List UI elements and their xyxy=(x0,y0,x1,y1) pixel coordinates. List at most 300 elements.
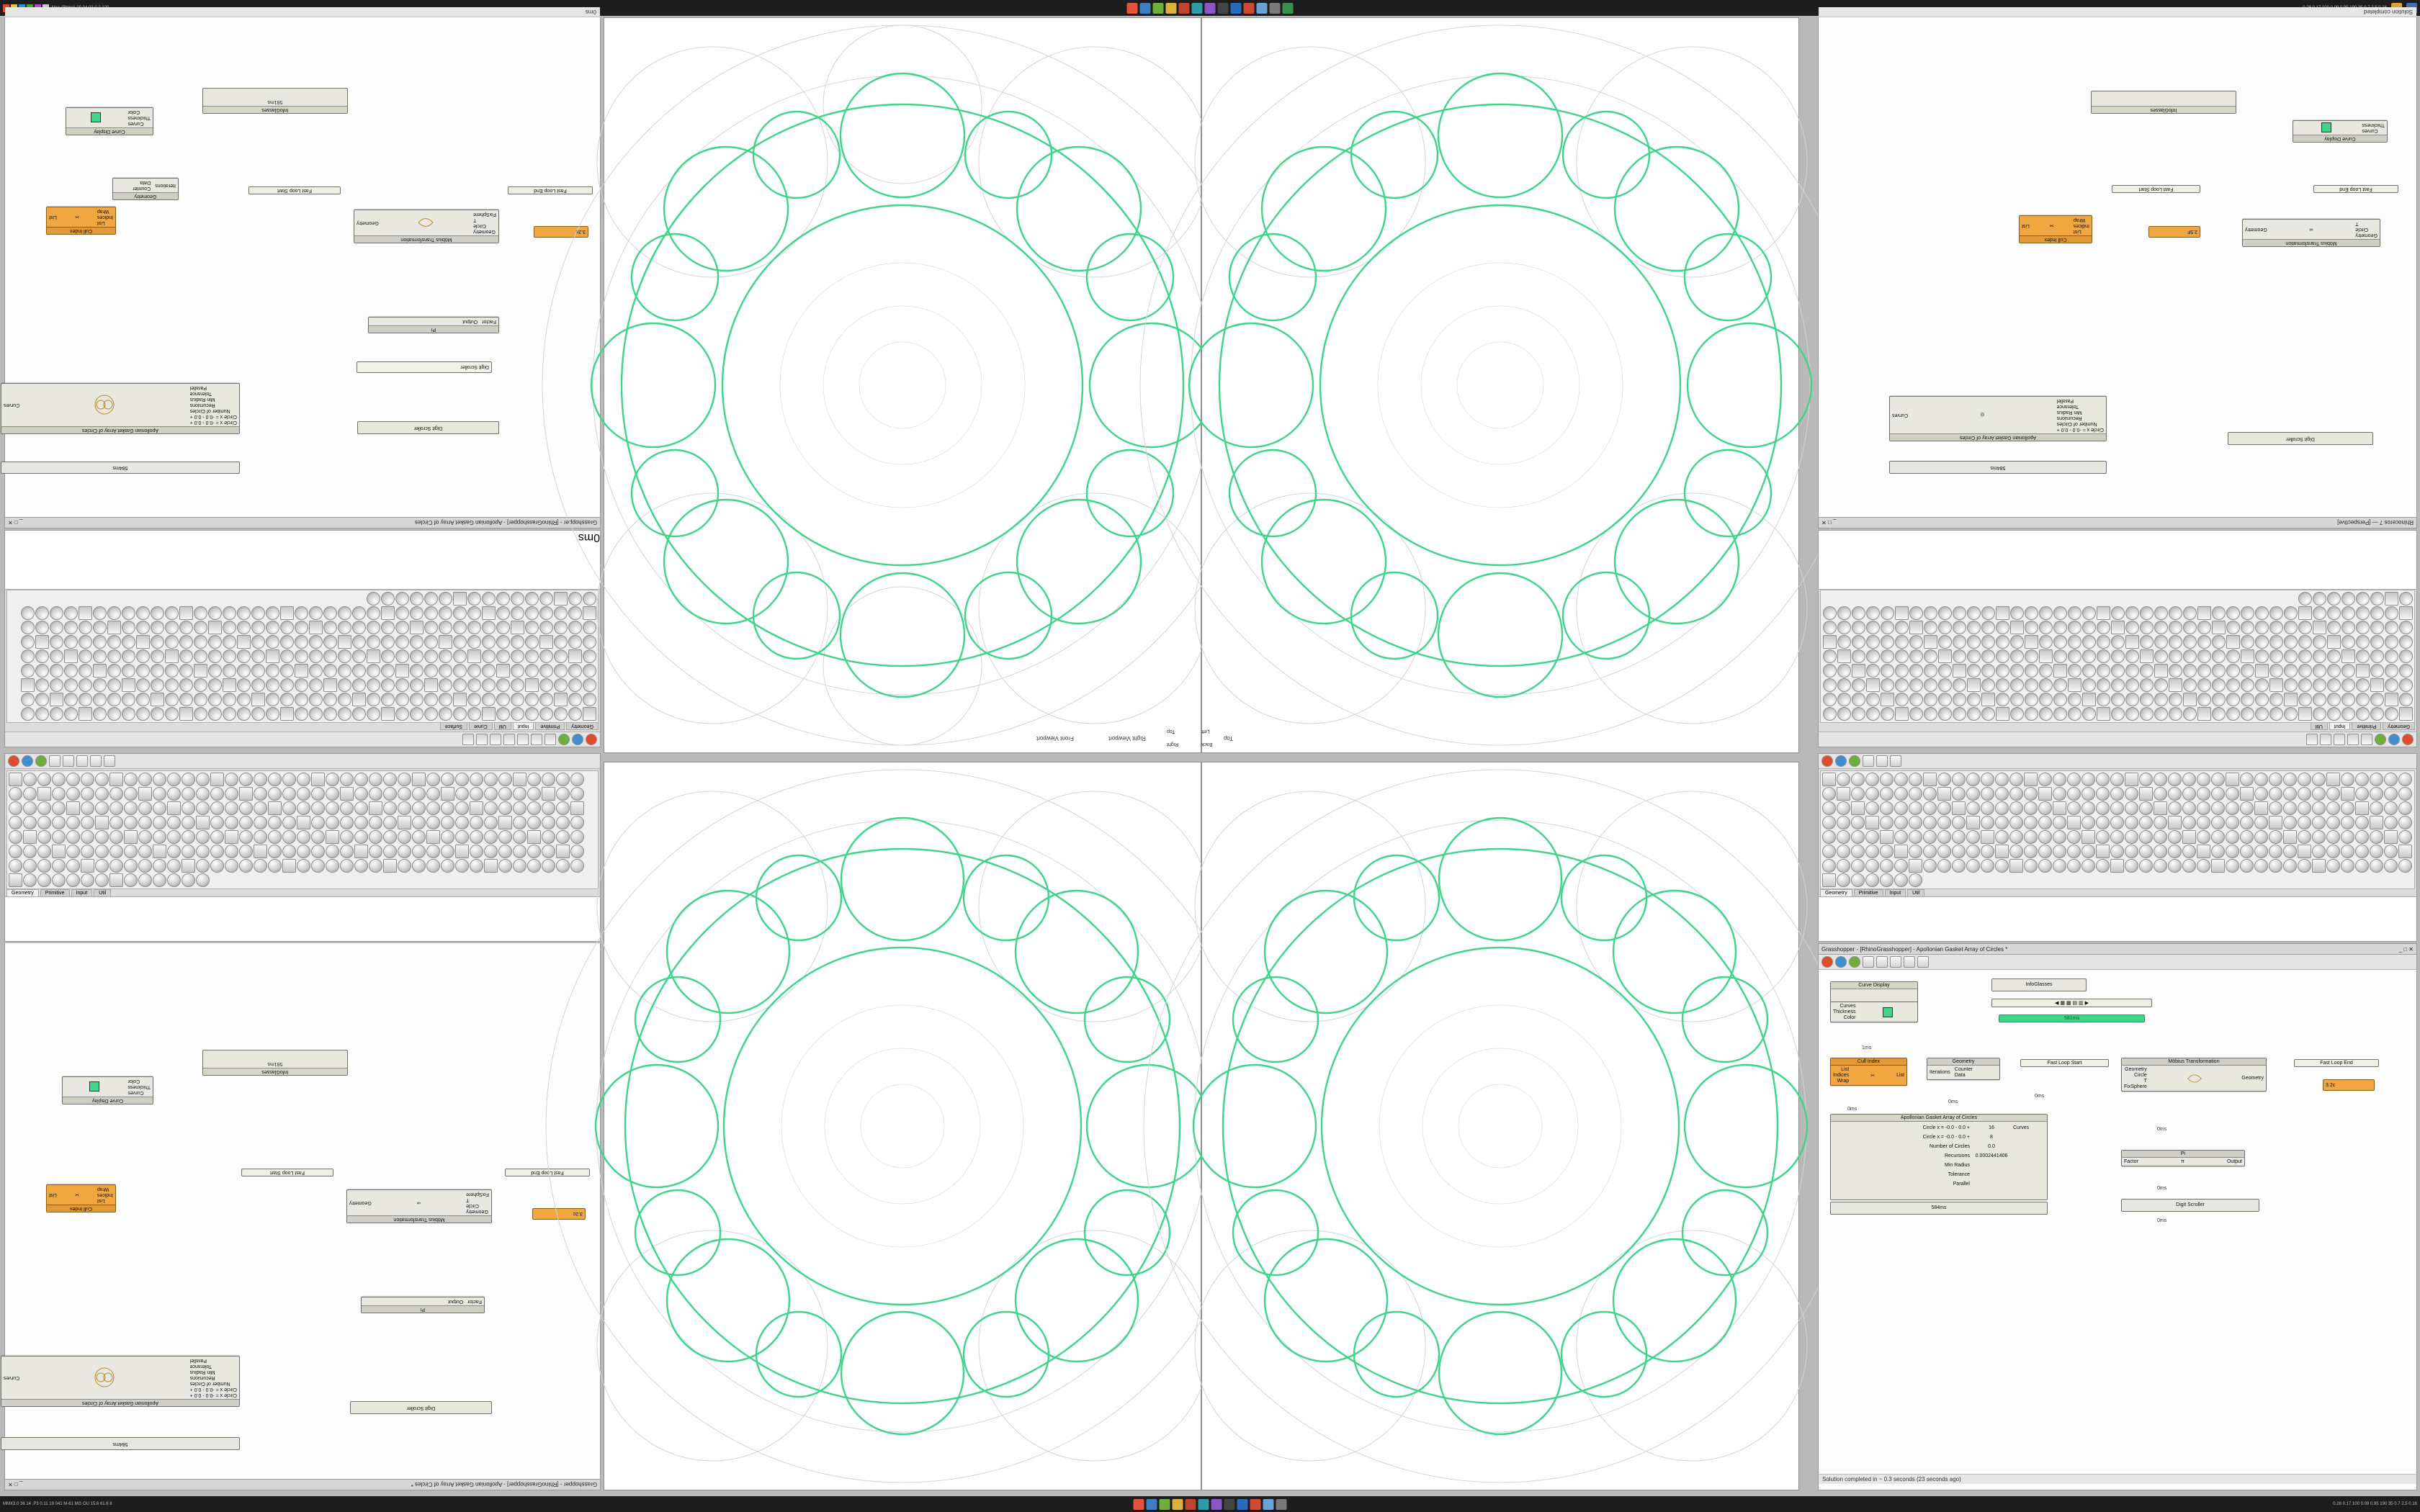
palette-component-icon[interactable] xyxy=(1866,707,1880,721)
palette-component-icon[interactable] xyxy=(194,621,207,634)
input-t[interactable]: T xyxy=(2355,221,2359,226)
palette-component-icon[interactable] xyxy=(208,664,222,678)
palette-component-icon[interactable] xyxy=(1937,830,1951,844)
palette-component-icon[interactable] xyxy=(282,859,296,873)
palette-component-icon[interactable] xyxy=(122,693,135,706)
palette-component-icon[interactable] xyxy=(367,707,380,721)
palette-component-icon[interactable] xyxy=(2068,707,2081,721)
pan-icon[interactable] xyxy=(503,734,515,745)
palette-component-icon[interactable] xyxy=(2010,707,2024,721)
palette-component-icon[interactable] xyxy=(81,816,94,829)
palette-component-icon[interactable] xyxy=(2341,859,2354,873)
palette-component-icon[interactable] xyxy=(1953,649,1966,663)
palette-component-icon[interactable] xyxy=(568,678,582,692)
palette-component-icon[interactable] xyxy=(340,830,354,844)
palette-component-icon[interactable] xyxy=(323,635,337,649)
palette-component-icon[interactable] xyxy=(2096,773,2110,786)
palette-right-lower-toolbar[interactable] xyxy=(1819,754,2416,769)
palette-component-icon[interactable] xyxy=(165,707,179,721)
palette-component-icon[interactable] xyxy=(138,859,152,873)
palette-component-icon[interactable] xyxy=(2385,621,2398,634)
palette-component-icon[interactable] xyxy=(81,787,94,801)
palette-component-icon[interactable] xyxy=(2240,845,2254,858)
input-thickness[interactable]: Thickness xyxy=(127,115,151,120)
input-recursions[interactable]: Recursions xyxy=(189,1375,215,1380)
palette-component-icon[interactable] xyxy=(2226,621,2240,634)
palette-component-icon[interactable] xyxy=(167,873,181,887)
color-swatch-green[interactable] xyxy=(89,1082,99,1092)
palette-component-icon[interactable] xyxy=(2081,801,2095,815)
palette-component-icon[interactable] xyxy=(2399,621,2413,634)
palette-component-icon[interactable] xyxy=(9,830,22,844)
palette-component-icon[interactable] xyxy=(2053,649,2067,663)
app-icon-rhino[interactable] xyxy=(1134,1499,1144,1510)
palette-component-icon[interactable] xyxy=(81,859,94,873)
palette-component-icon[interactable] xyxy=(354,859,368,873)
app-icon-settings[interactable] xyxy=(1276,1499,1287,1510)
palette-component-icon[interactable] xyxy=(182,845,195,858)
palette-component-icon[interactable] xyxy=(196,859,210,873)
palette-component-icon[interactable] xyxy=(2241,693,2254,706)
palette-component-icon[interactable] xyxy=(354,845,368,858)
palette-component-icon[interactable] xyxy=(484,859,498,873)
tab-geometry[interactable]: Geometry xyxy=(566,723,599,730)
palette-component-icon[interactable] xyxy=(1895,635,1909,649)
palette-component-icon[interactable] xyxy=(66,787,80,801)
palette-component-icon[interactable] xyxy=(266,635,279,649)
palette-component-icon[interactable] xyxy=(323,707,337,721)
palette-component-icon[interactable] xyxy=(295,678,308,692)
palette-component-icon[interactable] xyxy=(2125,707,2139,721)
palette-component-icon[interactable] xyxy=(1852,678,1865,692)
palette-component-icon[interactable] xyxy=(326,816,339,829)
palette-component-icon[interactable] xyxy=(424,693,438,706)
palette-component-icon[interactable] xyxy=(554,592,568,606)
palette-component-icon[interactable] xyxy=(2140,635,2154,649)
palette-component-icon[interactable] xyxy=(2111,621,2125,634)
output-curves[interactable]: Curves xyxy=(4,402,20,408)
palette-component-icon[interactable] xyxy=(2139,830,2153,844)
palette-component-icon[interactable] xyxy=(297,859,310,873)
palette-component-icon[interactable] xyxy=(1852,707,1865,721)
palette-component-icon[interactable] xyxy=(2068,621,2081,634)
palette-component-icon[interactable] xyxy=(2341,830,2354,844)
palette-component-icon[interactable] xyxy=(282,773,296,786)
comp-mobius-transformation[interactable] xyxy=(2121,1058,2267,1092)
palette-component-icon[interactable] xyxy=(2096,859,2110,873)
palette-component-icon[interactable] xyxy=(2110,859,2124,873)
palette-component-icon[interactable] xyxy=(2025,678,2038,692)
palette-component-icon[interactable] xyxy=(2110,845,2124,858)
palette-component-icon[interactable] xyxy=(2154,773,2167,786)
palette-component-icon[interactable] xyxy=(511,664,524,678)
palette-component-icon[interactable] xyxy=(354,773,368,786)
slider-2-5f[interactable]: 2.5F xyxy=(2148,226,2200,238)
palette-component-icon[interactable] xyxy=(81,873,94,887)
palette-component-icon[interactable] xyxy=(2384,801,2398,815)
palette-component-icon[interactable] xyxy=(410,664,424,678)
app-icon-rhino[interactable] xyxy=(1127,3,1138,14)
comp-geometry[interactable] xyxy=(1927,1058,2000,1080)
viewport-bottom-left[interactable] xyxy=(604,762,1201,1490)
palette-component-icon[interactable] xyxy=(1981,830,1994,844)
palette-component-icon[interactable] xyxy=(1909,606,1923,620)
input-geometry[interactable]: Geometry xyxy=(2125,1067,2147,1072)
palette-component-icon[interactable] xyxy=(470,816,483,829)
palette-component-icon[interactable] xyxy=(2269,845,2282,858)
palette-component-icon[interactable] xyxy=(2053,801,2066,815)
palette-component-icon[interactable] xyxy=(21,635,35,649)
palette-component-icon[interactable] xyxy=(2384,845,2398,858)
palette-component-icon[interactable] xyxy=(496,664,510,678)
palette-component-icon[interactable] xyxy=(323,693,337,706)
palette-component-icon[interactable] xyxy=(1996,635,2009,649)
palette-component-icon[interactable] xyxy=(268,830,282,844)
palette-component-icon[interactable] xyxy=(1981,707,1995,721)
palette-component-icon[interactable] xyxy=(2269,664,2283,678)
palette-component-icon[interactable] xyxy=(1837,845,1850,858)
input-circle[interactable]: Circle xyxy=(2134,1073,2147,1078)
new-icon[interactable] xyxy=(1821,755,1833,767)
pan-icon[interactable] xyxy=(90,755,102,767)
palette-component-icon[interactable] xyxy=(1894,873,1908,887)
palette-component-icon[interactable] xyxy=(2356,592,2370,606)
palette-component-icon[interactable] xyxy=(1880,845,1894,858)
palette-component-icon[interactable] xyxy=(196,801,210,815)
input-factor[interactable]: Factor xyxy=(2124,1159,2138,1164)
redo-icon[interactable] xyxy=(1876,956,1888,968)
palette-component-icon[interactable] xyxy=(2399,664,2413,678)
palette-component-icon[interactable] xyxy=(225,830,238,844)
palette-component-icon[interactable] xyxy=(383,787,397,801)
palette-component-icon[interactable] xyxy=(2154,707,2168,721)
palette-component-icon[interactable] xyxy=(395,592,409,606)
palette-component-icon[interactable] xyxy=(52,845,66,858)
bottom-system-bar[interactable] xyxy=(0,1496,2420,1512)
palette-component-icon[interactable] xyxy=(153,845,166,858)
palette-component-icon[interactable] xyxy=(2110,801,2124,815)
undo-icon[interactable] xyxy=(49,755,60,767)
save-icon[interactable] xyxy=(1849,755,1860,767)
slider-3-2c[interactable]: 3.2c xyxy=(534,226,588,238)
gh-tr-canvas[interactable] xyxy=(1819,17,2416,517)
palette-component-icon[interactable] xyxy=(2038,830,2052,844)
palette-component-icon[interactable] xyxy=(511,678,524,692)
palette-component-icon[interactable] xyxy=(1837,621,1851,634)
palette-component-icon[interactable] xyxy=(295,621,308,634)
palette-component-icon[interactable] xyxy=(484,816,498,829)
palette-component-icon[interactable] xyxy=(2125,649,2139,663)
tab-input[interactable]: Input xyxy=(513,723,534,730)
palette-component-icon[interactable] xyxy=(1995,787,2009,801)
window-grasshopper-palette-right[interactable] xyxy=(1818,530,2417,747)
palette-component-icon[interactable] xyxy=(95,859,109,873)
palette-component-icon[interactable] xyxy=(412,773,426,786)
ribbon-icon-grid[interactable] xyxy=(6,770,599,889)
palette-component-icon[interactable] xyxy=(513,859,526,873)
comp-mobius-transformation[interactable] xyxy=(354,210,499,243)
palette-component-icon[interactable] xyxy=(511,693,524,706)
palette-component-icon[interactable] xyxy=(237,621,251,634)
palette-component-icon[interactable] xyxy=(2197,816,2210,829)
palette-component-icon[interactable] xyxy=(1880,773,1894,786)
palette-component-icon[interactable] xyxy=(79,606,92,620)
palette-component-icon[interactable] xyxy=(2269,606,2283,620)
palette-component-icon[interactable] xyxy=(1880,873,1894,887)
palette-component-icon[interactable] xyxy=(2298,801,2311,815)
palette-component-icon[interactable] xyxy=(412,816,426,829)
viewport-button-left[interactable]: Left xyxy=(1201,729,1210,734)
palette-left-lower-ribbon[interactable] xyxy=(5,769,600,897)
palette-component-icon[interactable] xyxy=(196,773,210,786)
palette-component-icon[interactable] xyxy=(1822,801,1836,815)
palette-component-icon[interactable] xyxy=(194,664,207,678)
palette-component-icon[interactable] xyxy=(2398,859,2412,873)
palette-component-icon[interactable] xyxy=(424,606,438,620)
palette-component-icon[interactable] xyxy=(2226,649,2240,663)
palette-component-icon[interactable] xyxy=(568,635,582,649)
palette-component-icon[interactable] xyxy=(309,649,323,663)
palette-component-icon[interactable] xyxy=(2168,830,2182,844)
palette-component-icon[interactable] xyxy=(1923,816,1937,829)
input-indices[interactable]: Indices xyxy=(2073,223,2089,228)
palette-component-icon[interactable] xyxy=(268,773,282,786)
viewport-button-top[interactable]: Top xyxy=(1167,729,1175,734)
comp-cull-index[interactable] xyxy=(46,207,116,235)
palette-component-icon[interactable] xyxy=(2182,787,2196,801)
palette-component-icon[interactable] xyxy=(254,801,267,815)
comp-infoglasses[interactable] xyxy=(2091,91,2236,114)
palette-component-icon[interactable] xyxy=(9,816,22,829)
palette-component-icon[interactable] xyxy=(223,664,236,678)
app-icon-editor[interactable] xyxy=(1179,3,1190,14)
redo-icon[interactable] xyxy=(1876,755,1888,767)
input-circle-b[interactable]: Circle x = -0.0 - 0.0 + xyxy=(1922,1135,1970,1140)
palette-component-icon[interactable] xyxy=(367,606,380,620)
palette-component-icon[interactable] xyxy=(410,621,424,634)
grid-icon[interactable] xyxy=(476,734,488,745)
palette-component-icon[interactable] xyxy=(35,635,49,649)
palette-component-icon[interactable] xyxy=(1909,649,1923,663)
palette-component-icon[interactable] xyxy=(1909,787,1922,801)
output-counter[interactable]: Counter xyxy=(133,186,151,191)
palette-component-icon[interactable] xyxy=(2269,801,2282,815)
palette-component-icon[interactable] xyxy=(93,664,107,678)
output-list[interactable]: List xyxy=(1896,1073,1904,1078)
palette-component-icon[interactable] xyxy=(2241,678,2254,692)
palette-component-icon[interactable] xyxy=(2356,678,2370,692)
palette-component-icon[interactable] xyxy=(2327,707,2341,721)
palette-component-icon[interactable] xyxy=(426,859,440,873)
palette-component-icon[interactable] xyxy=(2399,678,2413,692)
palette-component-icon[interactable] xyxy=(2384,816,2398,829)
comp-apollonian-gasket[interactable] xyxy=(1,1356,240,1407)
app-icon-calc[interactable] xyxy=(1211,1499,1222,1510)
palette-component-icon[interactable] xyxy=(511,606,524,620)
input-iterations[interactable]: Iterations xyxy=(1930,1070,1950,1075)
gh-tr-titlebar[interactable] xyxy=(1819,517,2416,528)
palette-component-icon[interactable] xyxy=(511,621,524,634)
save-icon[interactable] xyxy=(35,755,47,767)
palette-component-icon[interactable] xyxy=(1866,649,1880,663)
palette-component-icon[interactable] xyxy=(453,678,467,692)
palette-component-icon[interactable] xyxy=(2211,845,2225,858)
palette-component-icon[interactable] xyxy=(2096,845,2110,858)
input-tolerance[interactable]: Tolerance xyxy=(2056,404,2079,409)
palette-component-icon[interactable] xyxy=(2298,787,2311,801)
palette-component-icon[interactable] xyxy=(266,707,279,721)
palette-component-icon[interactable] xyxy=(2053,845,2066,858)
palette-component-icon[interactable] xyxy=(251,649,265,663)
palette-component-icon[interactable] xyxy=(467,693,481,706)
palette-component-icon[interactable] xyxy=(412,859,426,873)
palette-component-icon[interactable] xyxy=(2356,621,2370,634)
palette-component-icon[interactable] xyxy=(326,787,339,801)
palette-component-icon[interactable] xyxy=(266,649,279,663)
palette-component-icon[interactable] xyxy=(138,787,152,801)
palette-component-icon[interactable] xyxy=(2197,649,2211,663)
palette-component-icon[interactable] xyxy=(1952,773,1966,786)
palette-component-icon[interactable] xyxy=(2081,787,2095,801)
palette-component-icon[interactable] xyxy=(2254,830,2268,844)
palette-component-icon[interactable] xyxy=(254,859,267,873)
palette-component-icon[interactable] xyxy=(2010,693,2024,706)
palette-component-icon[interactable] xyxy=(2370,621,2384,634)
palette-component-icon[interactable] xyxy=(2097,606,2110,620)
palette-component-icon[interactable] xyxy=(2241,621,2254,634)
palette-component-icon[interactable] xyxy=(398,859,411,873)
palette-component-icon[interactable] xyxy=(2211,801,2225,815)
palette-component-icon[interactable] xyxy=(2197,801,2210,815)
input-number-of-circles[interactable]: Number of Circles xyxy=(1929,1144,1970,1149)
palette-component-icon[interactable] xyxy=(2269,649,2283,663)
palette-component-icon[interactable] xyxy=(282,845,296,858)
output-geometry[interactable]: Geometry xyxy=(2241,1076,2264,1081)
palette-component-icon[interactable] xyxy=(297,787,310,801)
app-icon-notes[interactable] xyxy=(1224,1499,1235,1510)
palette-component-icon[interactable] xyxy=(136,606,150,620)
palette-component-icon[interactable] xyxy=(441,845,454,858)
palette-component-icon[interactable] xyxy=(539,635,553,649)
palette-component-icon[interactable] xyxy=(2038,845,2052,858)
palette-component-icon[interactable] xyxy=(52,816,66,829)
palette-component-icon[interactable] xyxy=(2082,649,2096,663)
input-parallel[interactable]: Parallel xyxy=(189,385,207,390)
output-curves[interactable]: Curves xyxy=(4,1375,20,1380)
palette-component-icon[interactable] xyxy=(453,649,467,663)
palette-component-icon[interactable] xyxy=(542,845,555,858)
palette-component-icon[interactable] xyxy=(122,664,135,678)
tab-primitive[interactable]: Primitive xyxy=(40,889,70,896)
palette-component-icon[interactable] xyxy=(124,773,138,786)
palette-component-icon[interactable] xyxy=(37,845,51,858)
palette-component-icon[interactable] xyxy=(23,787,37,801)
palette-component-icon[interactable] xyxy=(1953,693,1966,706)
palette-component-icon[interactable] xyxy=(2241,707,2254,721)
output-data[interactable]: Data xyxy=(140,180,151,185)
palette-component-icon[interactable] xyxy=(1894,845,1908,858)
palette-component-icon[interactable] xyxy=(2370,649,2384,663)
palette-component-icon[interactable] xyxy=(2025,606,2038,620)
palette-component-icon[interactable] xyxy=(2096,830,2110,844)
palette-component-icon[interactable] xyxy=(124,845,138,858)
palette-component-icon[interactable] xyxy=(239,801,253,815)
palette-component-icon[interactable] xyxy=(398,830,411,844)
palette-component-icon[interactable] xyxy=(441,773,454,786)
palette-component-icon[interactable] xyxy=(122,635,135,649)
input-number-of-circles[interactable]: Number of Circles xyxy=(189,1381,230,1386)
palette-component-icon[interactable] xyxy=(1996,606,2009,620)
palette-component-icon[interactable] xyxy=(165,693,179,706)
palette-component-icon[interactable] xyxy=(2370,773,2383,786)
palette-component-icon[interactable] xyxy=(369,830,382,844)
input-number-of-circles[interactable]: Number of Circles xyxy=(189,408,230,413)
palette-component-icon[interactable] xyxy=(297,845,310,858)
palette-component-icon[interactable] xyxy=(93,635,107,649)
palette-component-icon[interactable] xyxy=(167,801,181,815)
palette-component-icon[interactable] xyxy=(2154,649,2168,663)
palette-component-icon[interactable] xyxy=(2110,830,2124,844)
palette-component-icon[interactable] xyxy=(81,845,94,858)
palette-component-icon[interactable] xyxy=(194,678,207,692)
palette-component-icon[interactable] xyxy=(2081,845,2095,858)
input-parallel[interactable]: Parallel xyxy=(189,1358,207,1363)
palette-component-icon[interactable] xyxy=(151,606,164,620)
ribbon-tabs-lower[interactable] xyxy=(1820,889,2415,896)
palette-component-icon[interactable] xyxy=(2009,845,2023,858)
eye-icon[interactable] xyxy=(490,734,501,745)
palette-component-icon[interactable] xyxy=(1852,621,1865,634)
input-curves[interactable]: Curves xyxy=(127,121,144,126)
palette-component-icon[interactable] xyxy=(2226,707,2240,721)
palette-component-icon[interactable] xyxy=(2068,635,2081,649)
palette-component-icon[interactable] xyxy=(467,606,481,620)
value-number-of-circles[interactable]: 16 xyxy=(1989,1125,1994,1130)
palette-component-icon[interactable] xyxy=(482,693,496,706)
palette-component-icon[interactable] xyxy=(583,606,596,620)
gh-bl-window-controls[interactable]: _ □ ✕ xyxy=(8,1481,23,1488)
palette-component-icon[interactable] xyxy=(1981,635,1995,649)
palette-component-icon[interactable] xyxy=(280,707,294,721)
input-wrap[interactable]: Wrap xyxy=(97,209,109,214)
palette-component-icon[interactable] xyxy=(2024,773,2038,786)
palette-component-icon[interactable] xyxy=(1952,859,1966,873)
palette-component-icon[interactable] xyxy=(441,830,454,844)
palette-component-icon[interactable] xyxy=(484,845,498,858)
palette-component-icon[interactable] xyxy=(2370,845,2383,858)
palette-component-icon[interactable] xyxy=(1924,621,1937,634)
palette-component-icon[interactable] xyxy=(496,635,510,649)
palette-component-icon[interactable] xyxy=(309,678,323,692)
palette-component-icon[interactable] xyxy=(151,678,164,692)
palette-component-icon[interactable] xyxy=(251,621,265,634)
palette-component-icon[interactable] xyxy=(383,830,397,844)
viewport-button-right[interactable]: Right xyxy=(1167,742,1179,747)
palette-component-icon[interactable] xyxy=(2240,787,2254,801)
gasket-outputs[interactable] xyxy=(2013,1123,2045,1189)
palette-component-icon[interactable] xyxy=(2312,845,2326,858)
palette-component-icon[interactable] xyxy=(1909,707,1923,721)
tab-primitive[interactable]: Primitive xyxy=(535,723,565,730)
palette-component-icon[interactable] xyxy=(1866,621,1880,634)
palette-component-icon[interactable] xyxy=(2269,816,2282,829)
palette-component-icon[interactable] xyxy=(1852,664,1865,678)
palette-component-icon[interactable] xyxy=(2326,859,2340,873)
palette-component-icon[interactable] xyxy=(2067,773,2081,786)
input-geometry[interactable]: Geometry xyxy=(473,229,496,234)
palette-component-icon[interactable] xyxy=(268,859,282,873)
comp-fast-loop-start[interactable]: Fast Loop Start xyxy=(2112,185,2200,193)
